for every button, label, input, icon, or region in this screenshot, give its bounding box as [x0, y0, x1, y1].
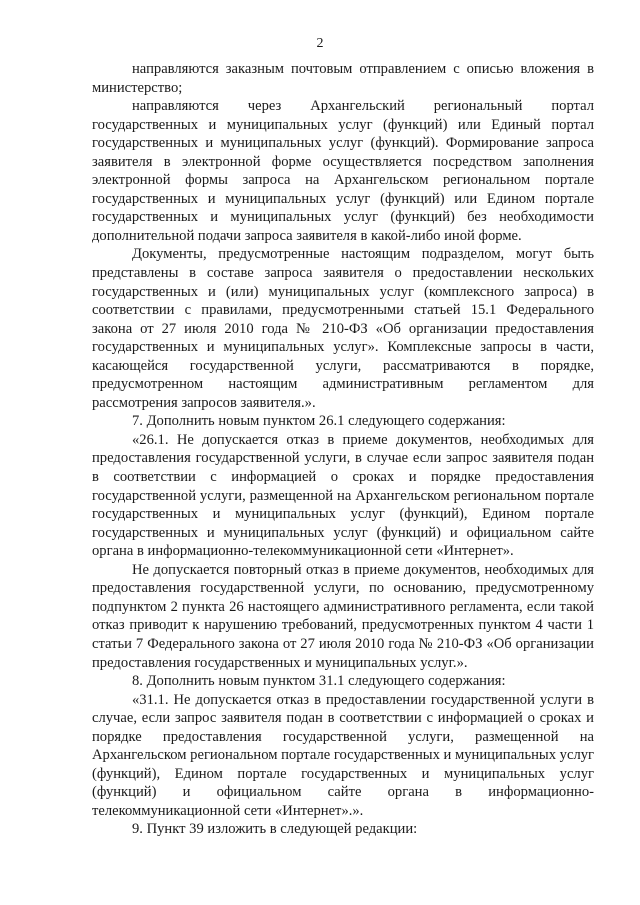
paragraph-complex-request: Документы, предусмотренные настоящим подразделом, могут быть представлены в составе запроса заявителя о предоставлении нескольких государственных и (или) муниципальных услуг (комплексного запроса) в соответствии с правилами, предусмотренными статьей 15.1 Федерального закона от 27 июля 2010 года № 210-ФЗ «Об организации предоставления государственных и муниципальных услуг». Комплексные запросы в части, касающейся государственной услуги, рассматриваются в порядке, предусмотренном настоящим административным регламентом для рассмотрения запросов заявителя.». [92, 246, 594, 411]
paragraph-item-7-heading: 7. Дополнить новым пунктом 26.1 следующего содержания: [132, 413, 506, 430]
paragraph-item-8-heading: 8. Дополнить новым пунктом 31.1 следующего содержания: [132, 673, 506, 690]
paragraph-clause-26-1: «26.1. Не допускается отказ в приеме документов, необходимых для предоставления государственной услуги, в случае если запрос заявителя подан в соответствии с информацией о сроках и порядке предоставления государственной услуги, размещенной на Архангельском региональном портале государственных и муниципальных услуг (функций), Едином портале государственных и муниципальных услуг (функций) и официальном сайте органа в информационно-телекоммуникационной сети «Интернет». [92, 431, 594, 560]
paragraph-clause-31-1: «31.1. Не допускается отказ в предоставлении государственной услуги в случае, если запрос заявителя подан в соответствии с информацией о сроках и порядке предоставления государственной услуги, размещенной на Архангельском региональном портале государственных и муниципальных услуг (функций), Едином портале государственных и муниципальных услуг (функций) и официальном сайте органа в информационно-телекоммуникационной сети «Интернет».». [92, 691, 595, 819]
paragraph-mail-delivery: направляются заказным почтовым отправлением с описью вложения в министерство; [92, 61, 594, 96]
paragraph-repeat-refusal: Не допускается повторный отказ в приеме документов, необходимых для предоставления государственной услуги, по основанию, предусмотренному подпунктом 2 пункта 26 настоящего административного регламента, если такой отказ приводит к нарушению требований, предусмотренных пунктом 4 части 1 статьи 7 Федерального закона от 27 июля 2010 года № 210-ФЗ «Об организации предоставления государственных и муниципальных услуг.». [92, 561, 594, 671]
paragraph-item-9-heading: 9. Пункт 39 изложить в следующей редакции: [132, 821, 418, 838]
document-body [92, 60, 594, 839]
paragraph-portal-submission: направляются через Архангельский региональный портал государственных и муниципальных услуг (функций) или Единый портал государственных и муниципальных услуг (функций). Формирование запроса заявителя в электронной форме осуществляется посредством заполнения электронной формы запроса на Архангельском региональном портале государственных и муниципальных услуг (функций) или Едином портале государственных и муниципальных услуг (функций) без необходимости дополнительной подачи запроса заявителя в какой-либо иной форме. [92, 98, 594, 244]
page-number: 2 [316, 36, 324, 51]
